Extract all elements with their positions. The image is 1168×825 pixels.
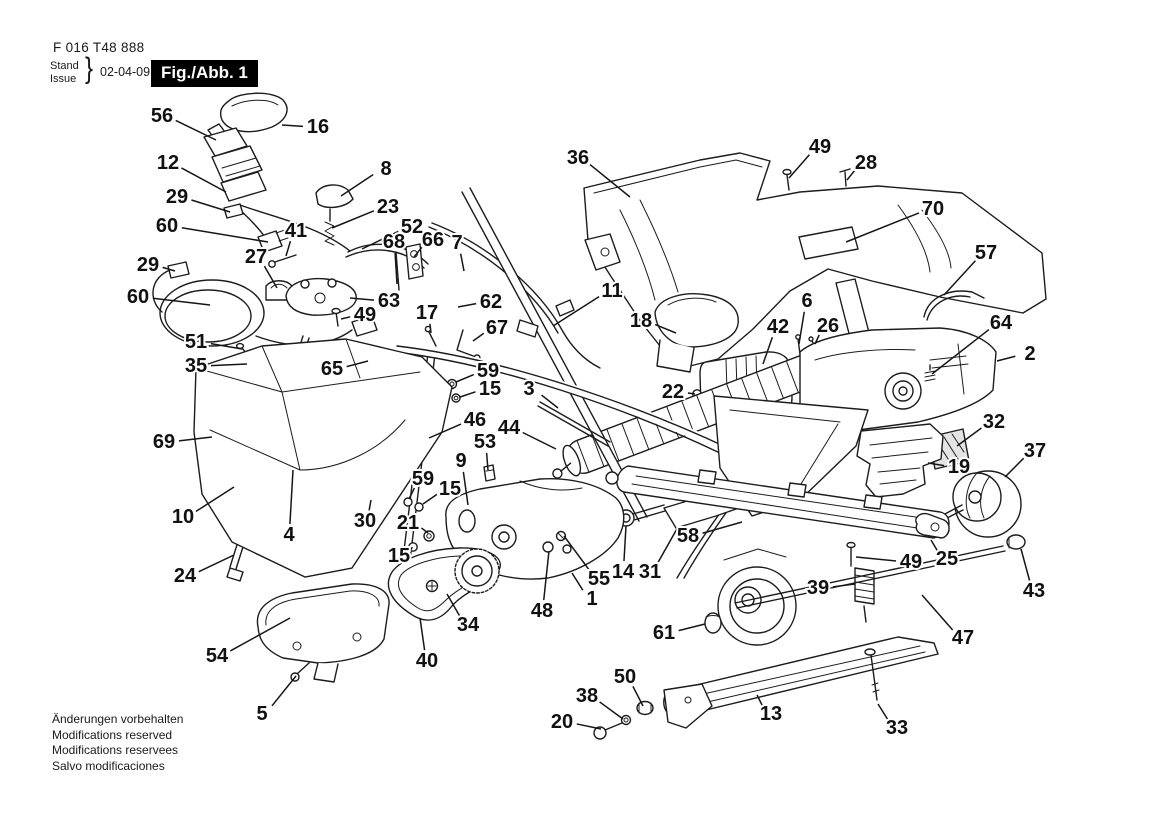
lever-and-clamp-art — [266, 185, 428, 326]
callout-leader-line — [577, 724, 601, 729]
callout-leader-line — [624, 526, 626, 561]
callout-label-58: 58 — [676, 525, 700, 547]
callout-label-24: 24 — [173, 565, 197, 587]
callout-label-9: 9 — [455, 450, 467, 472]
modification-notes — [52, 712, 183, 774]
note-es: Salvo modificaciones — [52, 758, 165, 773]
callout-leader-line — [272, 676, 296, 706]
callout-label-41: 41 — [284, 220, 308, 242]
callout-label-5: 5 — [256, 703, 268, 725]
callout-label-65: 65 — [320, 358, 344, 380]
callout-leader-line — [282, 125, 303, 126]
callout-label-60: 60 — [155, 215, 179, 237]
callout-label-70: 70 — [921, 198, 945, 220]
callout-label-49: 49 — [353, 304, 377, 326]
callout-leader-line — [633, 686, 643, 706]
callout-leader-line — [423, 494, 437, 504]
callout-label-15: 15 — [387, 545, 411, 567]
callout-label-11: 11 — [601, 280, 623, 302]
callout-label-68: 68 — [382, 231, 406, 253]
callout-label-7: 7 — [451, 232, 463, 254]
callout-leader-line — [922, 595, 953, 630]
callout-label-60: 60 — [126, 286, 150, 308]
callout-label-8: 8 — [380, 158, 392, 180]
callout-label-20: 20 — [550, 711, 574, 733]
callout-label-17: 17 — [415, 302, 439, 324]
callout-label-36: 36 — [566, 147, 590, 169]
callout-label-21: 21 — [396, 512, 420, 534]
note-fr: Modifications reservees — [52, 743, 179, 757]
callout-label-19: 19 — [947, 456, 971, 478]
callout-leader-line — [341, 317, 350, 319]
callout-label-43: 43 — [1022, 580, 1046, 602]
callout-label-38: 38 — [575, 685, 599, 707]
callout-leader-line — [572, 573, 583, 590]
figure-label-box: Fig./Abb. 1 — [151, 60, 258, 87]
callout-label-63: 63 — [377, 290, 401, 312]
callout-leader-line — [833, 584, 855, 587]
callout-leader-line — [473, 333, 484, 341]
callout-label-2: 2 — [1024, 343, 1036, 365]
callout-label-13: 13 — [759, 703, 783, 725]
callout-leader-line — [420, 618, 425, 650]
callout-leader-line — [1005, 458, 1024, 477]
callout-label-42: 42 — [766, 316, 790, 338]
callout-label-37: 37 — [1023, 440, 1047, 462]
callout-leader-line — [430, 324, 431, 333]
callout-label-54: 54 — [205, 645, 229, 667]
callout-label-28: 28 — [854, 152, 878, 174]
callout-leader-line — [799, 312, 804, 344]
callout-leader-line — [688, 393, 695, 394]
callout-label-26: 26 — [816, 315, 840, 337]
callout-label-46: 46 — [463, 409, 487, 431]
callout-leader-line — [542, 395, 558, 408]
callout-leader-line — [997, 356, 1015, 361]
callout-label-49: 49 — [808, 136, 832, 158]
callout-label-10: 10 — [171, 506, 195, 528]
callout-leader-line — [182, 228, 268, 242]
callout-label-23: 23 — [376, 196, 400, 218]
callout-leader-line — [332, 211, 374, 228]
callout-label-35: 35 — [184, 355, 208, 377]
callout-leader-line — [1021, 549, 1030, 580]
note-de: Änderungen vorbehalten — [52, 712, 184, 726]
callout-label-34: 34 — [456, 614, 480, 636]
callout-label-14: 14 — [611, 561, 635, 583]
callout-label-51: 51 — [184, 331, 208, 353]
callout-label-12: 12 — [156, 152, 180, 174]
callout-label-53: 53 — [473, 431, 497, 453]
callout-leader-line — [286, 241, 290, 256]
callout-leader-line — [679, 624, 705, 631]
callout-label-18: 18 — [629, 310, 653, 332]
belt-cover-art — [257, 584, 389, 682]
callout-leader-line — [523, 432, 556, 449]
callout-label-57: 57 — [974, 242, 998, 264]
callout-label-29: 29 — [165, 186, 189, 208]
callout-label-32: 32 — [982, 411, 1006, 433]
callout-label-27: 27 — [244, 246, 268, 268]
stand-label: Stand — [50, 60, 79, 72]
callout-label-55: 55 — [587, 568, 611, 590]
callout-label-49: 49 — [899, 551, 923, 573]
issue-label: Issue — [50, 72, 77, 85]
callout-label-30: 30 — [353, 510, 377, 532]
callout-label-3: 3 — [523, 378, 535, 400]
callout-label-40: 40 — [415, 650, 439, 672]
callout-label-1: 1 — [586, 588, 598, 610]
callout-label-67: 67 — [485, 317, 509, 339]
callout-label-56: 56 — [150, 105, 174, 127]
callout-leader-line — [460, 392, 476, 397]
callout-label-16: 16 — [306, 116, 330, 138]
callout-label-39: 39 — [806, 577, 830, 599]
callout-label-66: 66 — [421, 229, 445, 251]
callout-leader-line — [789, 155, 809, 178]
callout-label-64: 64 — [989, 312, 1013, 334]
callout-leader-line — [847, 170, 855, 180]
callout-leader-line — [658, 527, 678, 563]
callout-label-59: 59 — [476, 360, 500, 382]
callout-leader-line — [461, 254, 464, 271]
callout-label-15: 15 — [438, 478, 462, 500]
callout-label-69: 69 — [152, 431, 176, 453]
callout-label-50: 50 — [613, 666, 637, 688]
issue-date: 02-04-09 — [100, 65, 151, 79]
callout-label-25: 25 — [935, 548, 959, 570]
note-en: Modifications reserved — [52, 727, 173, 742]
brace-glyph: } — [85, 52, 94, 85]
callout-label-59: 59 — [411, 468, 435, 490]
callout-label-31: 31 — [638, 561, 662, 583]
callout-leader-line — [456, 375, 474, 382]
callout-label-29: 29 — [136, 254, 160, 276]
callout-label-4: 4 — [283, 524, 295, 546]
callout-leader-line — [421, 528, 428, 533]
callout-label-52: 52 — [400, 216, 424, 238]
callout-leader-line — [600, 702, 623, 719]
callout-label-6: 6 — [801, 290, 813, 312]
callout-leader-line — [411, 547, 412, 550]
part-number: F 016 T48 888 — [53, 40, 145, 55]
callout-label-44: 44 — [497, 417, 521, 439]
callout-label-62: 62 — [479, 291, 503, 313]
callout-label-33: 33 — [885, 717, 909, 739]
callout-leader-line — [341, 175, 373, 196]
callout-leader-line — [458, 304, 476, 307]
callout-leader-line — [856, 557, 896, 561]
callout-label-61: 61 — [652, 622, 676, 644]
callout-leader-line — [191, 200, 230, 212]
callout-label-22: 22 — [661, 381, 685, 403]
callout-leader-line — [199, 555, 234, 572]
callout-label-15: 15 — [478, 378, 502, 400]
callout-label-47: 47 — [951, 627, 975, 649]
callout-label-48: 48 — [530, 600, 554, 622]
